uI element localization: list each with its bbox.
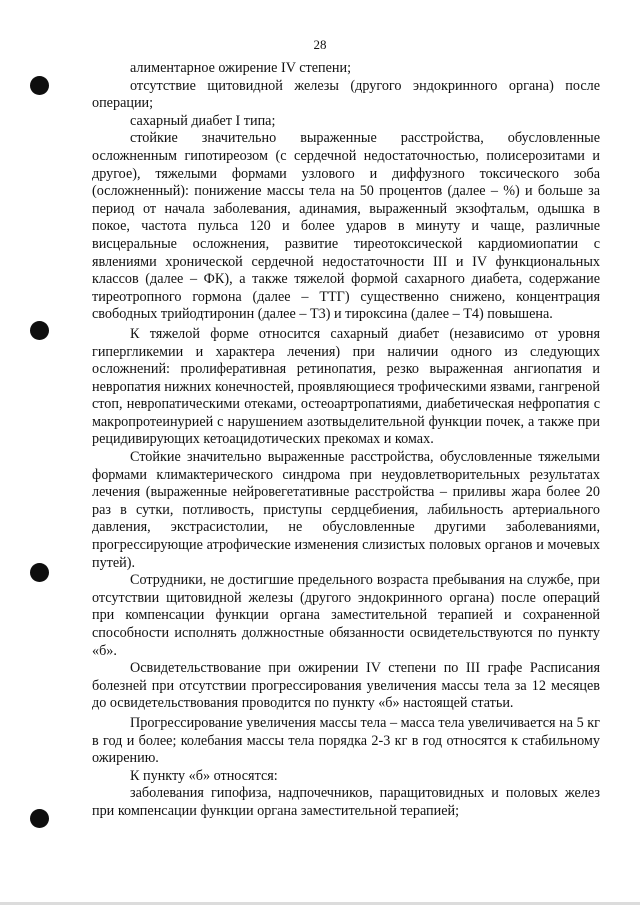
punch-hole-icon	[30, 809, 49, 828]
punch-hole-icon	[30, 321, 49, 340]
paragraph: Сотрудники, не достигшие предельного возраста пребывания на службе, при отсутствии щитовидной железы (другого эндокринного органа) после операций при компенсации функции органа заместительной терапией и сохраненной способности исполнять должностные обязанности освидетельствуются по пункту «б».	[92, 572, 600, 659]
paragraph: алиментарное ожирение IV степени;	[130, 60, 352, 76]
paragraph: К пункту «б» относятся:	[130, 767, 278, 784]
page-number: 28	[313, 37, 327, 52]
document-body	[92, 60, 600, 821]
paragraph: Прогрессирование увеличения массы тела – масса тела увеличивается на 5 кг в год и более; колебания массы тела порядка 2-3 кг в год относятся к стабильному ожирению.	[92, 714, 600, 767]
paragraph: заболевания гипофиза, надпочечников, паращитовидных и половых желез при компенсации функции органа заместительной терапией;	[92, 785, 600, 819]
paragraph: отсутствие щитовидной железы (другого эндокринного органа) после операции;	[92, 77, 600, 112]
paragraph: Стойкие значительно выраженные расстройства, обусловленные тяжелыми формами климактерического синдрома при неудовлетворительных результатах лечения (выраженные нейровегетативные расстройства – приливы жара более 20 раз в сутки, потливость, приступы сердцебиения, лабильность артериального давления, экстрасистолии, не обусловленные другими заболеваниями, прогрессирующие атрофические изменения слизистых половых органов и мочевых путей).	[92, 449, 600, 571]
paragraph: Освидетельствование при ожирении IV степени по III графе Расписания болезней при отсутствии прогрессирования увеличения массы тела за 12 месяцев до освидетельствования проводится по пункту «б» настоящей статьи.	[92, 660, 600, 712]
punch-hole-icon	[30, 563, 49, 582]
paragraph: К тяжелой форме относится сахарный диабет (независимо от уровня гипергликемии и характера лечения) при наличии одного из следующих осложнений: пролиферативная ретинопатия, резко выраженная ангиопатия и невропатия нижних конечностей, проявляющиеся трофическими язвами, гангреной стоп, невропатическими отеками, остеоартропатиями, диабетическая нефропатия с макропротеинурией с нарушением азотвыделительной функции почек, а также при рецидивирующих кетоацидотических прекомах и комах.	[92, 325, 600, 448]
punch-hole-icon	[30, 76, 49, 95]
paragraph: стойкие значительно выраженные расстройства, обусловленные осложненным гипотиреозом (с сердечной недостаточностью, полисерозитами и другое), тяжелыми формами узлового и диффузного токсического зоба (осложненный): понижение массы тела на 50 процентов (далее – %) и больше за период от начала заболевания, адинамия, выраженный экзофтальм, одышка в покое, частота пульса 120 и более ударов в минуту и чаще, различные висцеральные осложнения, развитие тиреотоксической кардиомиопатии с явлениями хронической сердечной недостаточности III и IV функциональных классов (далее – ФК), а также тяжелой формой сахарного диабета, содержание тиреотропного гормона (далее – ТТГ) существенно снижено, концентрация свободных трийодтиронин (далее – Т3) и тироксина (далее – Т4) повышена.	[92, 130, 600, 323]
paragraph: сахарный диабет I типа;	[130, 112, 276, 129]
